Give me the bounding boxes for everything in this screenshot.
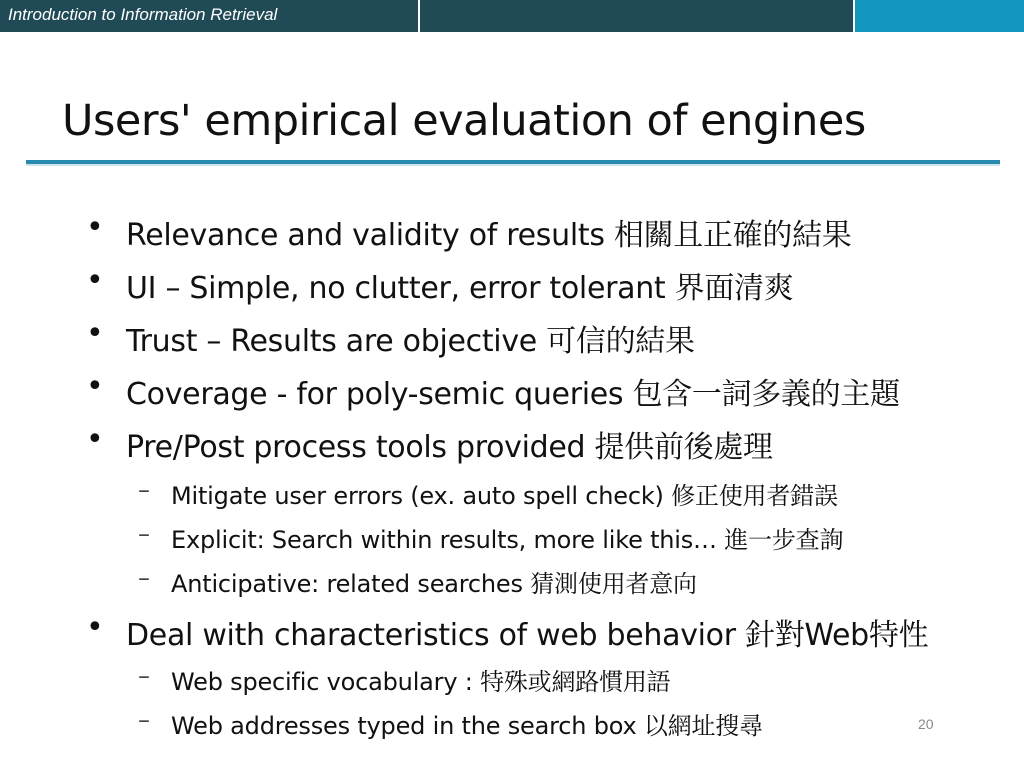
sub-bullet-text: Anticipative: related searches 猜測使用者意向 [171, 570, 697, 598]
bullet-marker: • [86, 316, 104, 351]
sub-bullet-text: Web addresses typed in the search box 以網址搜尋 [171, 712, 763, 740]
bullet-marker: • [86, 369, 104, 404]
bullet-text: Deal with characteristics of web behavior 針對Web特性 [126, 618, 929, 653]
sub-bullet-marker: – [138, 662, 150, 690]
header-band-middle [420, 0, 853, 32]
sub-bullet-text: Explicit: Search within results, more like this… 進一步查詢 [171, 526, 844, 554]
header-bar [0, 0, 1024, 32]
bullet-text: Relevance and validity of results 相關且正確的結果 [126, 218, 852, 253]
slide-title: Users' empirical evaluation of engines [62, 96, 866, 146]
bullet-text: Coverage - for poly-semic queries 包含一詞多義的主題 [126, 377, 900, 412]
course-title: Introduction to Information Retrieval [8, 5, 278, 24]
page-number: 20 [918, 716, 934, 732]
sub-bullet-marker: – [138, 520, 150, 548]
header-band-accent [855, 0, 1024, 32]
title-divider [26, 160, 1000, 164]
sub-bullet-marker: – [138, 706, 150, 734]
bullet-text: UI – Simple, no clutter, error tolerant 界面清爽 [126, 271, 794, 306]
bullet-marker: • [86, 610, 104, 645]
sub-bullet-text: Web specific vocabulary : 特殊或網路慣用語 [171, 668, 671, 696]
sub-bullet-marker: – [138, 476, 150, 504]
bullet-text: Trust – Results are objective 可信的結果 [126, 324, 695, 359]
sub-bullet-text: Mitigate user errors (ex. auto spell check) 修正使用者錯誤 [171, 482, 838, 510]
bullet-marker: • [86, 263, 104, 298]
bullet-marker: • [86, 422, 104, 457]
sub-bullet-marker: – [138, 564, 150, 592]
bullet-marker: • [86, 210, 104, 245]
bullet-text: Pre/Post process tools provided 提供前後處理 [126, 430, 773, 465]
